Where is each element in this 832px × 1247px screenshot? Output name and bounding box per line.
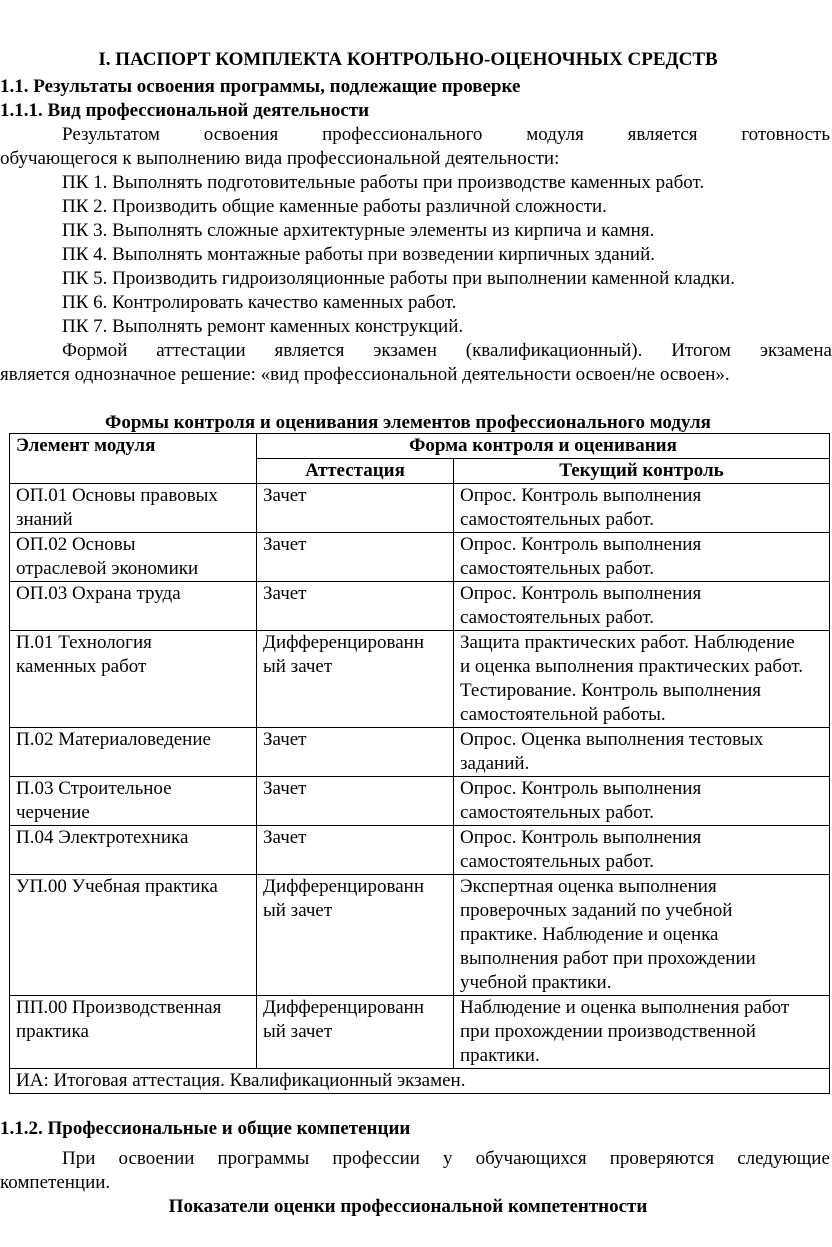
element-cell [10,875,257,996]
table-header-row [10,434,830,459]
final-attestation-cell: ИА: Итоговая аттестация. Квалификационный экзамен. [10,1069,830,1094]
cell-line: самостоятельных работ. [460,851,654,872]
cell-line: черчение [16,802,90,823]
element-cell [10,631,257,728]
cell-line: П.01 Технология [16,632,152,653]
table-row [10,996,830,1069]
cell-line: П.02 Материаловедение [16,729,211,750]
control-forms-table [9,433,830,1094]
current-control-cell [454,996,830,1069]
cell-line: знаний [16,509,73,530]
attestation-cell [257,631,454,728]
cell-line: при прохождении производственной [460,1021,756,1042]
cell-line: заданий. [460,753,530,774]
cell-line: практики. [460,1045,540,1066]
word: готовность [741,124,830,145]
header-form: Форма контроля и оценивания [257,434,830,459]
table-row [10,826,830,875]
element-cell [10,484,257,533]
header-attestation: Аттестация [257,459,454,484]
word: проверяются [609,1148,715,1169]
element-cell [10,996,257,1069]
header-current-control: Текущий контроль [454,459,830,484]
cell-line: Дифференцированн [263,632,424,653]
cell-line: ОП.02 Основы [16,534,136,555]
cell-line: УП.00 Учебная практика [16,876,218,897]
competency-item: ПК 4. Выполнять монтажные работы при возведении кирпичных зданий. [62,244,655,265]
current-control-cell [454,631,830,728]
attestation-cell [257,996,454,1069]
cell-line: самостоятельной работы. [460,704,666,725]
current-control-cell [454,484,830,533]
table-row [10,875,830,996]
word: (квалификационный). [465,340,643,361]
table-row [10,631,830,728]
attestation-cell [257,777,454,826]
cell-line: Дифференцированн [263,997,424,1018]
section-heading: I. ПАСПОРТ КОМПЛЕКТА КОНТРОЛЬНО-ОЦЕНОЧНЫХ СРЕДСТВ [98,49,718,70]
table-row [10,777,830,826]
attestation-line-1 [62,339,832,363]
attestation-cell [257,484,454,533]
table-row [10,484,830,533]
competency-item: ПК 1. Выполнять подготовительные работы при производстве каменных работ. [62,172,705,193]
cell-line: Зачет [263,485,307,506]
word: освоения [203,124,279,145]
subsection-1-1-1: 1.1.1. Вид профессиональной деятельности [0,100,370,121]
word: экзамена [759,340,832,361]
word: Результатом [62,124,160,145]
cell-line: и оценка выполнения практических работ. [460,656,803,677]
competency-item: ПК 6. Контролировать качество каменных работ. [62,292,457,313]
intro-line-1 [62,123,830,147]
cell-line: Опрос. Контроль выполнения [460,778,702,799]
cell-line: Опрос. Контроль выполнения [460,534,702,555]
cell-line: П.04 Электротехника [16,827,189,848]
word: аттестации [156,340,246,361]
word: программы [217,1148,310,1169]
word: профессии [332,1148,420,1169]
current-control-cell [454,533,830,582]
attestation-cell [257,875,454,996]
comp-intro-line-2: компетенции. [0,1172,111,1193]
cell-line: ый зачет [263,900,333,921]
cell-line: практике. Наблюдение и оценка [460,924,719,945]
subsection-1-1: 1.1. Результаты освоения программы, подлежащие проверке [0,76,521,97]
header-element: Элемент модуля [10,434,257,484]
cell-line: ый зачет [263,1021,333,1042]
element-cell [10,582,257,631]
word: При [62,1148,96,1169]
competency-item: ПК 3. Выполнять сложные архитектурные элементы из кирпича и камня. [62,220,655,241]
cell-line: П.03 Строительное [16,778,172,799]
cell-line: самостоятельных работ. [460,558,654,579]
cell-line: Наблюдение и оценка выполнения работ [460,997,790,1018]
cell-line: отраслевой экономики [16,558,199,579]
cell-line: Опрос. Оценка выполнения тестовых [460,729,764,750]
word: является [274,340,345,361]
word: модуля [526,124,584,145]
cell-line: учебной практики. [460,972,612,993]
attestation-cell [257,533,454,582]
element-cell [10,728,257,777]
current-control-cell [454,826,830,875]
cell-line: ый зачет [263,656,333,677]
subsection-1-1-2: 1.1.2. Профессиональные и общие компетенции [0,1118,411,1139]
attestation-cell [257,582,454,631]
word: Формой [62,340,128,361]
cell-line: самостоятельных работ. [460,509,654,530]
attestation-cell [257,826,454,875]
cell-line: ПП.00 Производственная [16,997,222,1018]
attestation-cell [257,728,454,777]
cell-line: Опрос. Контроль выполнения [460,827,702,848]
table-row [10,533,830,582]
cell-line: выполнения работ при прохождении [460,948,756,969]
word: является [627,124,698,145]
current-control-cell [454,777,830,826]
cell-line: Экспертная оценка выполнения [460,876,717,897]
cell-line: Опрос. Контроль выполнения [460,485,702,506]
competency-item: ПК 5. Производить гидроизоляционные работы при выполнении каменной кладки. [62,268,735,289]
word: обучающихся [475,1148,587,1169]
word: профессионального [322,124,483,145]
cell-line: Зачет [263,729,307,750]
cell-line: ОП.01 Основы правовых [16,485,218,506]
competency-item: ПК 7. Выполнять ремонт каменных конструкций. [62,316,464,337]
table-row [10,728,830,777]
word: освоении [118,1148,195,1169]
cell-line: Тестирование. Контроль выполнения [460,680,762,701]
table-caption: Формы контроля и оценивания элементов профессионального модуля [105,412,711,433]
cell-line: практика [16,1021,89,1042]
word: Итогом [671,340,731,361]
attestation-line-2: является однозначное решение: «вид профессиональной деятельности освоен/не освоен». [0,364,730,385]
element-cell [10,826,257,875]
current-control-cell [454,728,830,777]
cell-line: Зачет [263,827,307,848]
cell-line: Опрос. Контроль выполнения [460,583,702,604]
indicators-title: Показатели оценки профессиональной компетентности [168,1196,648,1217]
current-control-cell [454,582,830,631]
element-cell [10,777,257,826]
intro-line-2: обучающегося к выполнению вида профессиональной деятельности: [0,148,560,169]
table-body [10,484,830,1069]
cell-line: каменных работ [16,656,147,677]
competency-item: ПК 2. Производить общие каменные работы различной сложности. [62,196,607,217]
final-row [10,1069,830,1094]
comp-intro-line-1 [62,1147,830,1171]
cell-line: ОП.03 Охрана труда [16,583,181,604]
word: экзамен [373,340,437,361]
word: следующие [737,1148,830,1169]
cell-line: Зачет [263,534,307,555]
cell-line: проверочных заданий по учебной [460,900,733,921]
cell-line: Зачет [263,583,307,604]
cell-line: самостоятельных работ. [460,802,654,823]
cell-line: Зачет [263,778,307,799]
cell-line: самостоятельных работ. [460,607,654,628]
cell-line: Дифференцированн [263,876,424,897]
word: у [443,1148,453,1169]
cell-line: Защита практических работ. Наблюдение [460,632,795,653]
table-row [10,582,830,631]
element-cell [10,533,257,582]
current-control-cell [454,875,830,996]
